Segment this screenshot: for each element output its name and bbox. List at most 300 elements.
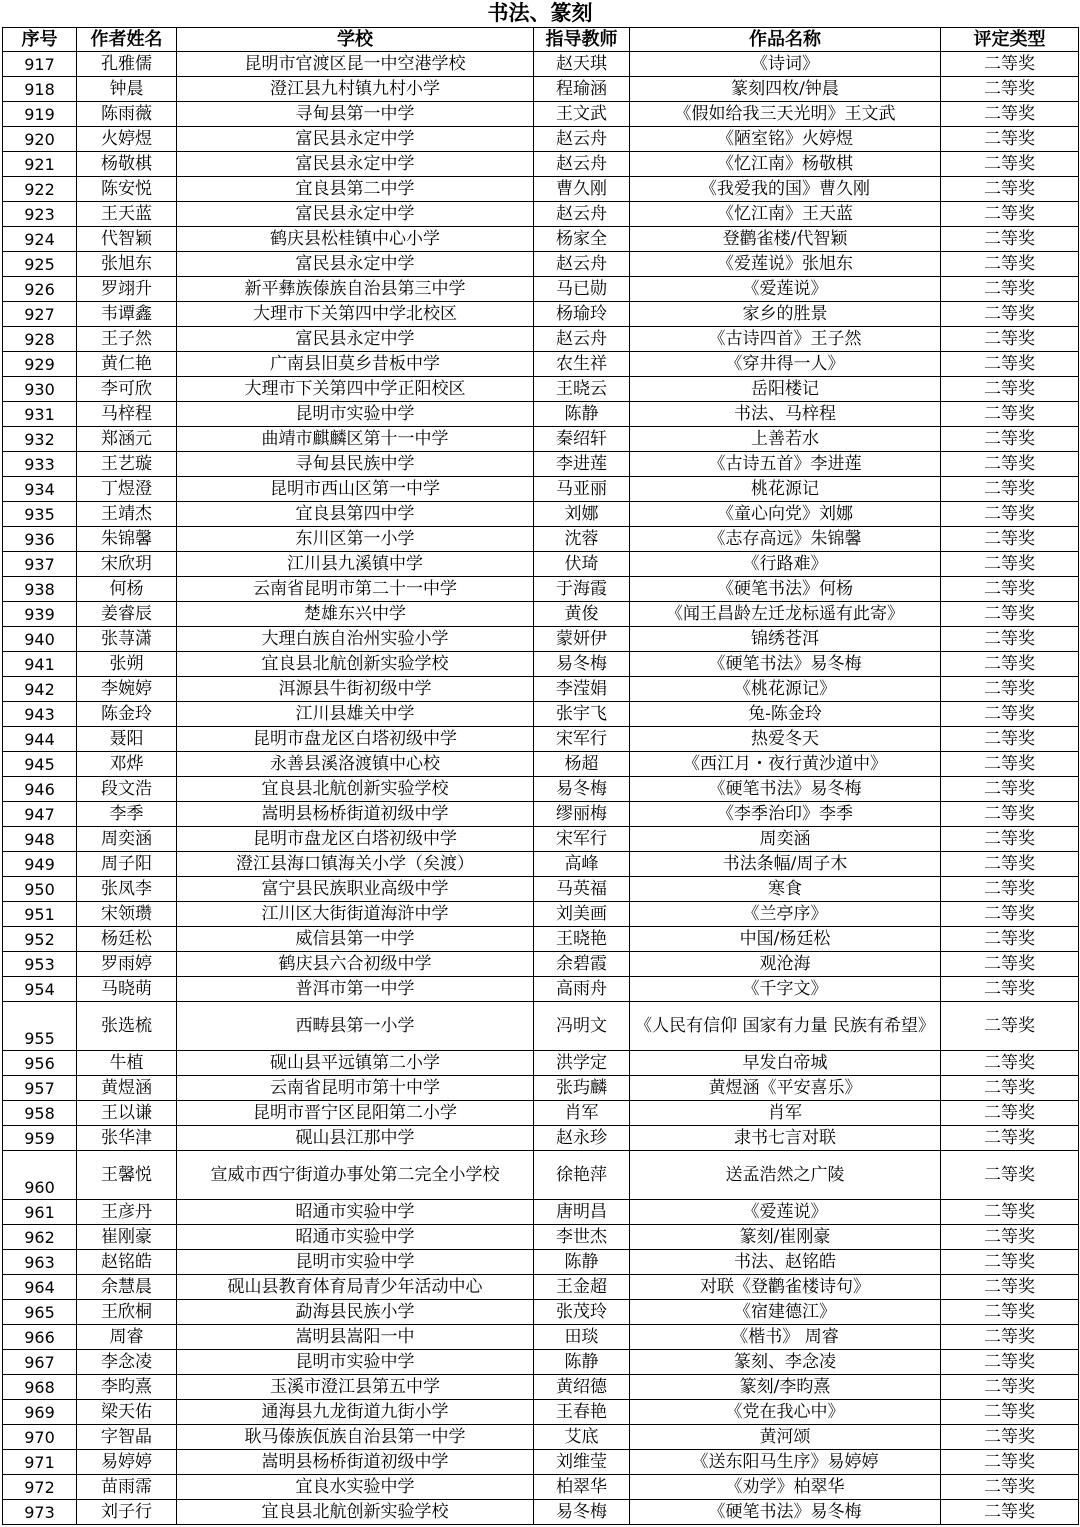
- cell-instructor: 于海霞: [534, 577, 630, 602]
- cell-instructor: 农生祥: [534, 352, 630, 377]
- cell-award-level: 二等奖: [941, 202, 1079, 227]
- cell-author-name: 马晓萌: [77, 977, 177, 1002]
- table-row: [3, 602, 1079, 627]
- cell-author-name: 陈雨薇: [77, 102, 177, 127]
- cell-school: 昆明市晋宁区昆阳第二小学: [177, 1101, 534, 1126]
- cell-award-level: 二等奖: [941, 452, 1079, 477]
- cell-serial-number: 971: [3, 1450, 77, 1475]
- cell-school: 宜良县北航创新实验学校: [177, 1500, 534, 1525]
- cell-award-level: 二等奖: [941, 752, 1079, 777]
- cell-author-name: 李季: [77, 802, 177, 827]
- cell-award-level: 二等奖: [941, 77, 1079, 102]
- cell-school: 富民县永定中学: [177, 327, 534, 352]
- cell-work-title: 《童心向党》刘娜: [630, 502, 941, 527]
- cell-instructor: 李世杰: [534, 1225, 630, 1250]
- cell-work-title: 《李季治印》李季: [630, 802, 941, 827]
- table-row: [3, 1475, 1079, 1500]
- table-row: [3, 1350, 1079, 1375]
- cell-serial-number: 966: [3, 1325, 77, 1350]
- cell-instructor: 冯明文: [534, 1002, 630, 1051]
- cell-award-level: 二等奖: [941, 977, 1079, 1002]
- cell-instructor: 宋军行: [534, 727, 630, 752]
- cell-award-level: 二等奖: [941, 127, 1079, 152]
- cell-work-title: 《我爱我的国》曹久刚: [630, 177, 941, 202]
- cell-instructor: 陈静: [534, 1250, 630, 1275]
- cell-serial-number: 920: [3, 127, 77, 152]
- cell-work-title: 桃花源记: [630, 477, 941, 502]
- cell-work-title: 《穿井得一人》: [630, 352, 941, 377]
- cell-award-level: 二等奖: [941, 52, 1079, 77]
- cell-work-title: 《忆江南》杨敬棋: [630, 152, 941, 177]
- cell-award-level: 二等奖: [941, 952, 1079, 977]
- cell-school: 玉溪市澄江县第五中学: [177, 1375, 534, 1400]
- cell-author-name: 周睿: [77, 1325, 177, 1350]
- cell-author-name: 崔刚豪: [77, 1225, 177, 1250]
- cell-serial-number: 965: [3, 1300, 77, 1325]
- cell-author-name: 李可欣: [77, 377, 177, 402]
- cell-award-level: 二等奖: [941, 527, 1079, 552]
- cell-serial-number: 933: [3, 452, 77, 477]
- cell-serial-number: 939: [3, 602, 77, 627]
- cell-school: 通海县九龙街道九街小学: [177, 1400, 534, 1425]
- table-row: [3, 752, 1079, 777]
- cell-award-level: 二等奖: [941, 1225, 1079, 1250]
- header-work-title: 作品名称: [630, 28, 941, 52]
- cell-school: 砚山县教育体育局青少年活动中心: [177, 1275, 534, 1300]
- cell-author-name: 周子阳: [77, 852, 177, 877]
- cell-award-level: 二等奖: [941, 627, 1079, 652]
- table-row: [3, 1051, 1079, 1076]
- cell-instructor: 赵永珍: [534, 1126, 630, 1151]
- cell-work-title: 《兰亭序》: [630, 902, 941, 927]
- cell-work-title: 登鹳雀楼/代智颖: [630, 227, 941, 252]
- cell-instructor: 杨家全: [534, 227, 630, 252]
- header-serial-number: 序号: [3, 28, 77, 52]
- cell-work-title: 《爱莲说》: [630, 277, 941, 302]
- cell-work-title: 《忆江南》王天蓝: [630, 202, 941, 227]
- cell-school: 威信县第一中学: [177, 927, 534, 952]
- cell-author-name: 陈安悦: [77, 177, 177, 202]
- cell-award-level: 二等奖: [941, 877, 1079, 902]
- table-body: [3, 52, 1079, 1525]
- cell-serial-number: 973: [3, 1500, 77, 1525]
- cell-author-name: 王天蓝: [77, 202, 177, 227]
- cell-instructor: 马英福: [534, 877, 630, 902]
- table-row: [3, 252, 1079, 277]
- cell-instructor: 徐艳萍: [534, 1151, 630, 1200]
- cell-award-level: 二等奖: [941, 277, 1079, 302]
- cell-author-name: 孔雅儒: [77, 52, 177, 77]
- cell-award-level: 二等奖: [941, 927, 1079, 952]
- cell-work-title: 肖军: [630, 1101, 941, 1126]
- cell-school: 宜良县第二中学: [177, 177, 534, 202]
- table-row: [3, 1375, 1079, 1400]
- cell-school: 昭通市实验中学: [177, 1225, 534, 1250]
- cell-work-title: 《硬笔书法》易冬梅: [630, 1500, 941, 1525]
- cell-work-title: 《桃花源记》: [630, 677, 941, 702]
- cell-instructor: 肖军: [534, 1101, 630, 1126]
- table-row: [3, 102, 1079, 127]
- cell-author-name: 梁天佑: [77, 1400, 177, 1425]
- cell-serial-number: 936: [3, 527, 77, 552]
- table-row: [3, 1400, 1079, 1425]
- cell-school: 勐海县民族小学: [177, 1300, 534, 1325]
- cell-award-level: 二等奖: [941, 677, 1079, 702]
- cell-school: 昆明市官渡区昆一中空港学校: [177, 52, 534, 77]
- table-row: [3, 477, 1079, 502]
- cell-award-level: 二等奖: [941, 1151, 1079, 1200]
- cell-award-level: 二等奖: [941, 1275, 1079, 1300]
- cell-author-name: 牛植: [77, 1051, 177, 1076]
- cell-school: 嵩明县杨桥街道初级中学: [177, 802, 534, 827]
- cell-author-name: 罗雨婷: [77, 952, 177, 977]
- cell-school: 嵩明县杨桥街道初级中学: [177, 1450, 534, 1475]
- cell-instructor: 李滢娟: [534, 677, 630, 702]
- table-row: [3, 1126, 1079, 1151]
- cell-author-name: 陈金玲: [77, 702, 177, 727]
- table-row: [3, 1225, 1079, 1250]
- cell-award-level: 二等奖: [941, 1425, 1079, 1450]
- table-row: [3, 802, 1079, 827]
- cell-serial-number: 918: [3, 77, 77, 102]
- cell-serial-number: 923: [3, 202, 77, 227]
- cell-award-level: 二等奖: [941, 577, 1079, 602]
- cell-author-name: 宋欣玥: [77, 552, 177, 577]
- cell-school: 云南省昆明市第十中学: [177, 1076, 534, 1101]
- header-school: 学校: [177, 28, 534, 52]
- cell-serial-number: 932: [3, 427, 77, 452]
- cell-serial-number: 944: [3, 727, 77, 752]
- cell-work-title: 篆刻/李昀熹: [630, 1375, 941, 1400]
- cell-award-level: 二等奖: [941, 652, 1079, 677]
- cell-school: 昭通市实验中学: [177, 1200, 534, 1225]
- cell-author-name: 刘子行: [77, 1500, 177, 1525]
- cell-instructor: 张玙麟: [534, 1076, 630, 1101]
- cell-instructor: 赵云舟: [534, 252, 630, 277]
- cell-work-title: 《爱莲说》: [630, 1200, 941, 1225]
- cell-award-level: 二等奖: [941, 1076, 1079, 1101]
- table-row: [3, 77, 1079, 102]
- cell-serial-number: 934: [3, 477, 77, 502]
- table-row: [3, 977, 1079, 1002]
- cell-school: 鹤庆县松桂镇中心小学: [177, 227, 534, 252]
- cell-instructor: 王金超: [534, 1275, 630, 1300]
- cell-author-name: 王馨悦: [77, 1151, 177, 1200]
- cell-award-level: 二等奖: [941, 327, 1079, 352]
- cell-school: 澄江县海口镇海关小学（矣渡）: [177, 852, 534, 877]
- cell-work-title: 《陋室铭》火婷煜: [630, 127, 941, 152]
- cell-work-title: 黄河颂: [630, 1425, 941, 1450]
- cell-author-name: 苗雨霈: [77, 1475, 177, 1500]
- cell-instructor: 马已勋: [534, 277, 630, 302]
- cell-award-level: 二等奖: [941, 302, 1079, 327]
- cell-award-level: 二等奖: [941, 1375, 1079, 1400]
- cell-author-name: 姜睿辰: [77, 602, 177, 627]
- cell-author-name: 张选梳: [77, 1002, 177, 1051]
- cell-award-level: 二等奖: [941, 352, 1079, 377]
- cell-serial-number: 954: [3, 977, 77, 1002]
- cell-serial-number: 958: [3, 1101, 77, 1126]
- cell-instructor: 高雨舟: [534, 977, 630, 1002]
- cell-school: 昆明市盘龙区白塔初级中学: [177, 727, 534, 752]
- cell-school: 富民县永定中学: [177, 152, 534, 177]
- cell-instructor: 蒙妍伊: [534, 627, 630, 652]
- cell-serial-number: 931: [3, 402, 77, 427]
- cell-work-title: 《爱莲说》张旭东: [630, 252, 941, 277]
- cell-award-level: 二等奖: [941, 1350, 1079, 1375]
- table-row: [3, 877, 1079, 902]
- cell-school: 耿马傣族佤族自治县第一中学: [177, 1425, 534, 1450]
- cell-school: 西畴县第一小学: [177, 1002, 534, 1051]
- table-row: [3, 127, 1079, 152]
- cell-instructor: 王文武: [534, 102, 630, 127]
- cell-award-level: 二等奖: [941, 902, 1079, 927]
- table-row: [3, 1275, 1079, 1300]
- cell-school: 曲靖市麒麟区第十一中学: [177, 427, 534, 452]
- table-row: [3, 727, 1079, 752]
- cell-award-level: 二等奖: [941, 727, 1079, 752]
- table-header-row: [3, 28, 1079, 52]
- cell-instructor: 秦绍轩: [534, 427, 630, 452]
- cell-work-title: 兔-陈金玲: [630, 702, 941, 727]
- cell-instructor: 缪丽梅: [534, 802, 630, 827]
- cell-work-title: 《送东阳马生序》易婷婷: [630, 1450, 941, 1475]
- cell-serial-number: 962: [3, 1225, 77, 1250]
- cell-serial-number: 942: [3, 677, 77, 702]
- cell-instructor: 张茂玲: [534, 1300, 630, 1325]
- table-row: [3, 927, 1079, 952]
- cell-school: 宣威市西宁街道办事处第二完全小学校: [177, 1151, 534, 1200]
- cell-serial-number: 950: [3, 877, 77, 902]
- cell-work-title: 中国/杨廷松: [630, 927, 941, 952]
- cell-author-name: 王艺璇: [77, 452, 177, 477]
- cell-author-name: 王彦丹: [77, 1200, 177, 1225]
- cell-instructor: 洪学定: [534, 1051, 630, 1076]
- cell-serial-number: 935: [3, 502, 77, 527]
- cell-instructor: 伏琦: [534, 552, 630, 577]
- cell-work-title: 《行路难》: [630, 552, 941, 577]
- cell-school: 砚山县平远镇第二小学: [177, 1051, 534, 1076]
- table-row: [3, 327, 1079, 352]
- cell-school: 宜良县北航创新实验学校: [177, 777, 534, 802]
- cell-serial-number: 943: [3, 702, 77, 727]
- cell-author-name: 朱锦馨: [77, 527, 177, 552]
- cell-serial-number: 928: [3, 327, 77, 352]
- cell-instructor: 程瑜涵: [534, 77, 630, 102]
- cell-instructor: 赵云舟: [534, 327, 630, 352]
- cell-instructor: 陈静: [534, 402, 630, 427]
- table-row: [3, 952, 1079, 977]
- cell-instructor: 田琰: [534, 1325, 630, 1350]
- cell-instructor: 易冬梅: [534, 652, 630, 677]
- cell-award-level: 二等奖: [941, 227, 1079, 252]
- cell-work-title: 书法、马梓程: [630, 402, 941, 427]
- cell-award-level: 二等奖: [941, 1126, 1079, 1151]
- cell-serial-number: 930: [3, 377, 77, 402]
- cell-school: 富民县永定中学: [177, 127, 534, 152]
- table-row: [3, 1300, 1079, 1325]
- cell-award-level: 二等奖: [941, 477, 1079, 502]
- cell-serial-number: 972: [3, 1475, 77, 1500]
- cell-work-title: 《楷书》 周睿: [630, 1325, 941, 1350]
- cell-serial-number: 929: [3, 352, 77, 377]
- cell-work-title: 《千字文》: [630, 977, 941, 1002]
- cell-award-level: 二等奖: [941, 702, 1079, 727]
- cell-award-level: 二等奖: [941, 827, 1079, 852]
- cell-award-level: 二等奖: [941, 1051, 1079, 1076]
- cell-serial-number: 963: [3, 1250, 77, 1275]
- table-row: [3, 1151, 1079, 1200]
- cell-serial-number: 922: [3, 177, 77, 202]
- cell-author-name: 王子然: [77, 327, 177, 352]
- cell-award-level: 二等奖: [941, 1101, 1079, 1126]
- table-row: [3, 177, 1079, 202]
- table-row: [3, 402, 1079, 427]
- cell-instructor: 柏翠华: [534, 1475, 630, 1500]
- table-row: [3, 1200, 1079, 1225]
- cell-award-level: 二等奖: [941, 1475, 1079, 1500]
- cell-award-level: 二等奖: [941, 552, 1079, 577]
- cell-award-level: 二等奖: [941, 1500, 1079, 1525]
- cell-instructor: 刘维莹: [534, 1450, 630, 1475]
- cell-school: 普洱市第一中学: [177, 977, 534, 1002]
- cell-school: 大理市下关第四中学正阳校区: [177, 377, 534, 402]
- cell-author-name: 黄仁艳: [77, 352, 177, 377]
- cell-work-title: 岳阳楼记: [630, 377, 941, 402]
- cell-school: 江川县雄关中学: [177, 702, 534, 727]
- cell-instructor: 刘娜: [534, 502, 630, 527]
- cell-instructor: 曹久刚: [534, 177, 630, 202]
- cell-school: 寻甸县民族中学: [177, 452, 534, 477]
- cell-author-name: 火婷煜: [77, 127, 177, 152]
- cell-award-level: 二等奖: [941, 852, 1079, 877]
- cell-instructor: 李进莲: [534, 452, 630, 477]
- table-row: [3, 352, 1079, 377]
- cell-work-title: 篆刻、李念凌: [630, 1350, 941, 1375]
- cell-award-level: 二等奖: [941, 1002, 1079, 1051]
- table-row: [3, 277, 1079, 302]
- cell-work-title: 《志存高远》朱锦馨: [630, 527, 941, 552]
- cell-instructor: 黄绍德: [534, 1375, 630, 1400]
- cell-work-title: 书法、赵铭皓: [630, 1250, 941, 1275]
- cell-instructor: 宋军行: [534, 827, 630, 852]
- cell-award-level: 二等奖: [941, 102, 1079, 127]
- cell-author-name: 罗翊升: [77, 277, 177, 302]
- cell-work-title: 《硬笔书法》易冬梅: [630, 777, 941, 802]
- cell-work-title: 书法条幅/周子木: [630, 852, 941, 877]
- cell-instructor: 王晓云: [534, 377, 630, 402]
- cell-author-name: 李婉婷: [77, 677, 177, 702]
- cell-work-title: 家乡的胜景: [630, 302, 941, 327]
- table-row: [3, 1500, 1079, 1525]
- cell-work-title: 《闻王昌龄左迁龙标遥有此寄》: [630, 602, 941, 627]
- cell-author-name: 杨廷松: [77, 927, 177, 952]
- cell-author-name: 赵铭皓: [77, 1250, 177, 1275]
- table-row: [3, 827, 1079, 852]
- cell-author-name: 钟晨: [77, 77, 177, 102]
- cell-school: 昆明市实验中学: [177, 1350, 534, 1375]
- cell-instructor: 赵云舟: [534, 127, 630, 152]
- cell-award-level: 二等奖: [941, 1200, 1079, 1225]
- cell-instructor: 王春艳: [534, 1400, 630, 1425]
- cell-author-name: 李念凌: [77, 1350, 177, 1375]
- cell-serial-number: 970: [3, 1425, 77, 1450]
- table-row: [3, 52, 1079, 77]
- cell-serial-number: 926: [3, 277, 77, 302]
- cell-author-name: 周奕涵: [77, 827, 177, 852]
- cell-author-name: 聂阳: [77, 727, 177, 752]
- cell-school: 楚雄东兴中学: [177, 602, 534, 627]
- cell-work-title: 《假如给我三天光明》王文武: [630, 102, 941, 127]
- cell-author-name: 王以谦: [77, 1101, 177, 1126]
- cell-school: 富民县永定中学: [177, 202, 534, 227]
- cell-instructor: 刘美画: [534, 902, 630, 927]
- document-title: 书法、篆刻: [487, 1, 593, 25]
- cell-instructor: 唐明昌: [534, 1200, 630, 1225]
- awards-table: [2, 27, 1079, 1525]
- cell-work-title: 热爱冬天: [630, 727, 941, 752]
- cell-award-level: 二等奖: [941, 402, 1079, 427]
- table-row: [3, 1076, 1079, 1101]
- cell-school: 富宁县民族职业高级中学: [177, 877, 534, 902]
- cell-award-level: 二等奖: [941, 1325, 1079, 1350]
- cell-instructor: 赵云舟: [534, 152, 630, 177]
- cell-work-title: 《古诗四首》王子然: [630, 327, 941, 352]
- cell-award-level: 二等奖: [941, 1450, 1079, 1475]
- cell-school: 澄江县九村镇九村小学: [177, 77, 534, 102]
- cell-author-name: 张华津: [77, 1126, 177, 1151]
- table-row: [3, 652, 1079, 677]
- cell-work-title: 黄煜涵《平安喜乐》: [630, 1076, 941, 1101]
- cell-work-title: 《诗词》: [630, 52, 941, 77]
- table-row: [3, 227, 1079, 252]
- cell-school: 广南县旧莫乡昔板中学: [177, 352, 534, 377]
- cell-serial-number: 925: [3, 252, 77, 277]
- cell-school: 洱源县牛街初级中学: [177, 677, 534, 702]
- cell-school: 宜良县第四中学: [177, 502, 534, 527]
- cell-instructor: 高峰: [534, 852, 630, 877]
- cell-author-name: 余慧晨: [77, 1275, 177, 1300]
- cell-serial-number: 948: [3, 827, 77, 852]
- cell-author-name: 张朔: [77, 652, 177, 677]
- cell-author-name: 丁煜澄: [77, 477, 177, 502]
- cell-author-name: 王靖杰: [77, 502, 177, 527]
- cell-instructor: 赵云舟: [534, 202, 630, 227]
- cell-serial-number: 960: [3, 1151, 77, 1200]
- cell-school: 永善县溪洛渡镇中心校: [177, 752, 534, 777]
- cell-instructor: 陈静: [534, 1350, 630, 1375]
- cell-serial-number: 969: [3, 1400, 77, 1425]
- cell-serial-number: 953: [3, 952, 77, 977]
- cell-school: 嵩明县嵩阳一中: [177, 1325, 534, 1350]
- table-row: [3, 577, 1079, 602]
- cell-award-level: 二等奖: [941, 802, 1079, 827]
- cell-school: 昆明市西山区第一中学: [177, 477, 534, 502]
- cell-work-title: 上善若水: [630, 427, 941, 452]
- table-row: [3, 677, 1079, 702]
- cell-work-title: 对联《登鹳雀楼诗句》: [630, 1275, 941, 1300]
- cell-school: 鹤庆县六合初级中学: [177, 952, 534, 977]
- cell-award-level: 二等奖: [941, 602, 1079, 627]
- cell-instructor: 余碧霞: [534, 952, 630, 977]
- cell-school: 宜良水实验中学: [177, 1475, 534, 1500]
- cell-serial-number: 941: [3, 652, 77, 677]
- cell-work-title: 《人民有信仰 国家有力量 民族有希望》: [630, 1002, 941, 1051]
- cell-serial-number: 940: [3, 627, 77, 652]
- cell-serial-number: 945: [3, 752, 77, 777]
- cell-author-name: 易婷婷: [77, 1450, 177, 1475]
- cell-school: 云南省昆明市第二十一中学: [177, 577, 534, 602]
